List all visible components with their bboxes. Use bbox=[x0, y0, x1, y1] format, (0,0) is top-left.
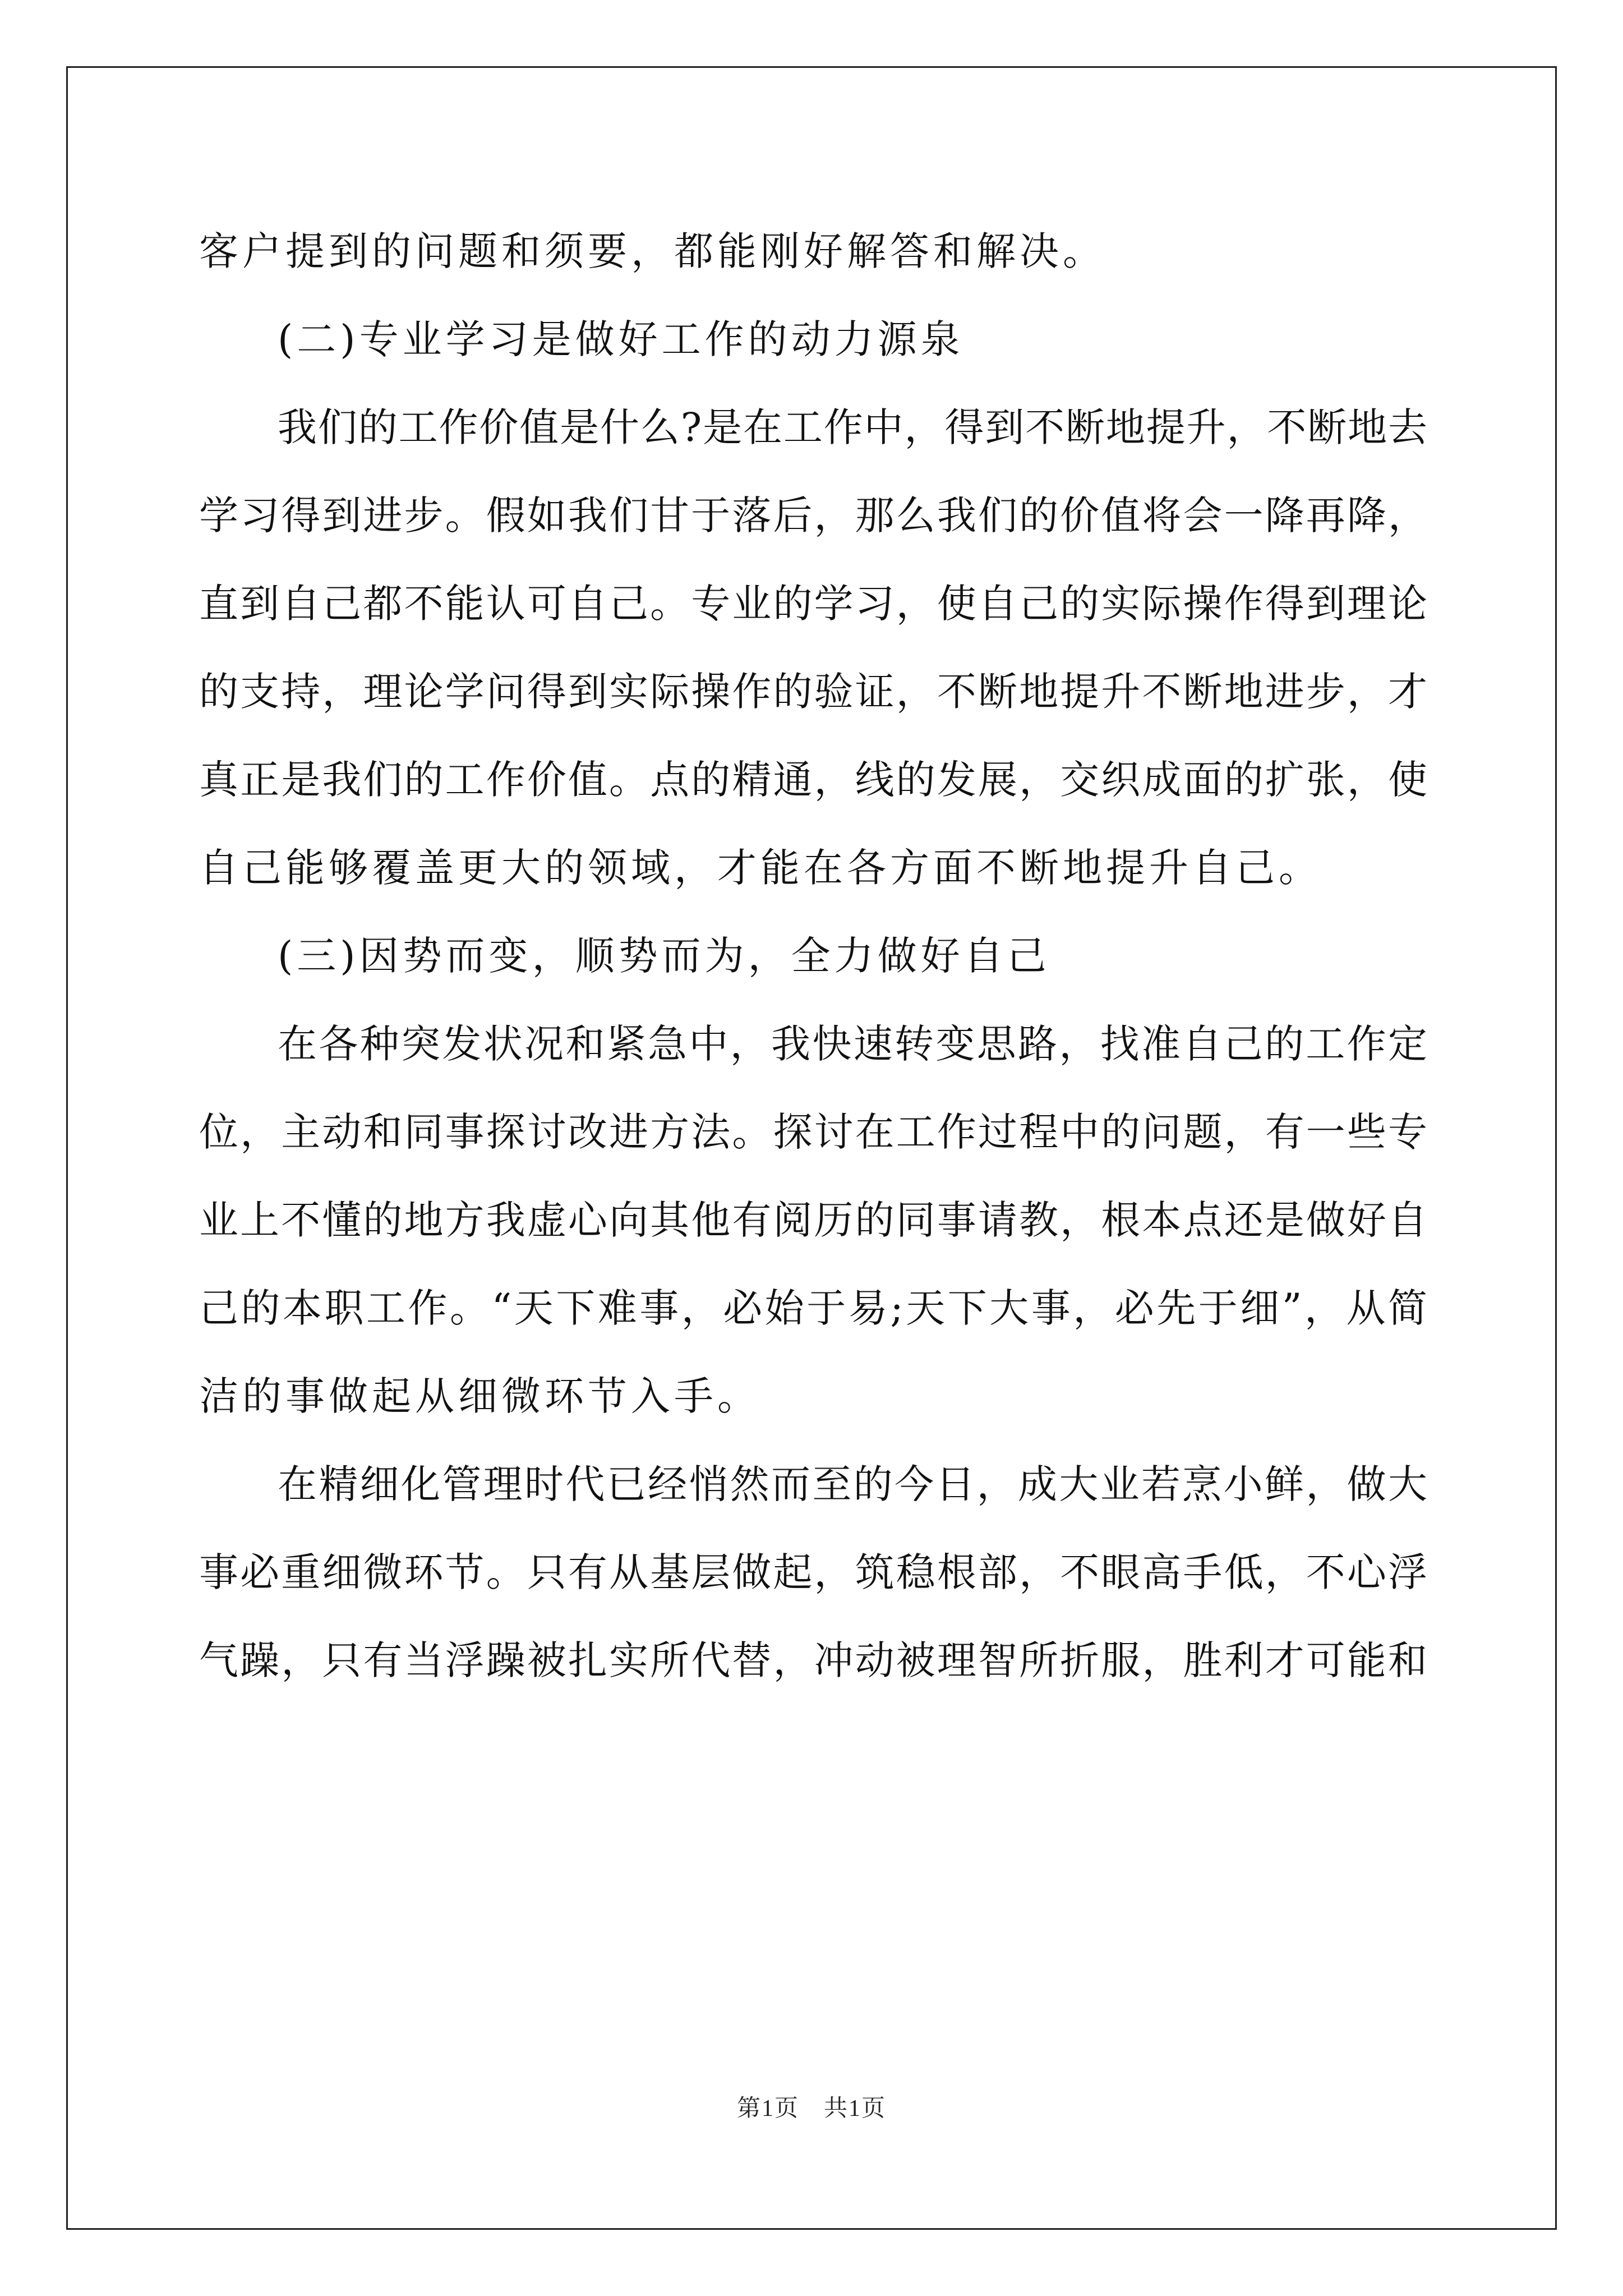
text-line-8: 自己能够覆盖更大的领域，才能在各方面不断地提升自己。 bbox=[199, 845, 1322, 891]
text-line-10: 在各种突发状况和紧急中，我快速转变思路，找准自己的工作定 bbox=[278, 1021, 1427, 1067]
page-footer bbox=[0, 2090, 1623, 2123]
text-line-12: 业上不懂的地方我虚心向其他有阅历的同事请教，根本点还是做好自 bbox=[199, 1197, 1427, 1243]
document-body bbox=[199, 208, 1427, 1705]
text-line-7: 真正是我们的工作价值。点的精通，线的发展，交织成面的扩张，使 bbox=[199, 757, 1427, 803]
text-line-17: 气躁，只有当浮躁被扎实所代替，冲动被理智所折服，胜利才可能和 bbox=[199, 1637, 1427, 1683]
text-line-5: 直到自己都不能认可自己。专业的学习，使自己的实际操作得到理论 bbox=[199, 581, 1427, 627]
section-heading-2: (二)专业学习是做好工作的动力源泉 bbox=[278, 316, 964, 362]
text-line-14: 洁的事做起从细微环节入手。 bbox=[199, 1373, 760, 1419]
text-line-1: 客户提到的问题和须要，都能刚好解答和解决。 bbox=[199, 228, 1106, 274]
text-line-13: 己的本职工作。“天下难事，必始于易;天下大事，必先于细”，从简 bbox=[199, 1285, 1427, 1331]
page-total: 共1页 bbox=[824, 2096, 887, 2122]
section-heading-3: (三)因势而变，顺势而为，全力做好自己 bbox=[278, 933, 1050, 979]
page-number: 第1页 bbox=[736, 2096, 799, 2122]
text-line-6: 的支持，理论学问得到实际操作的验证，不断地提升不断地进步，才 bbox=[199, 669, 1427, 715]
text-line-16: 事必重细微环节。只有从基层做起，筑稳根部，不眼高手低，不心浮 bbox=[199, 1549, 1427, 1595]
text-line-11: 位，主动和同事探讨改进方法。探讨在工作过程中的问题，有一些专 bbox=[199, 1109, 1427, 1155]
text-line-15: 在精细化管理时代已经悄然而至的今日，成大业若烹小鲜，做大 bbox=[278, 1461, 1427, 1507]
text-line-3: 我们的工作价值是什么?是在工作中，得到不断地提升，不断地去 bbox=[278, 404, 1427, 450]
text-line-4: 学习得到进步。假如我们甘于落后，那么我们的价值将会一降再降， bbox=[199, 493, 1427, 539]
